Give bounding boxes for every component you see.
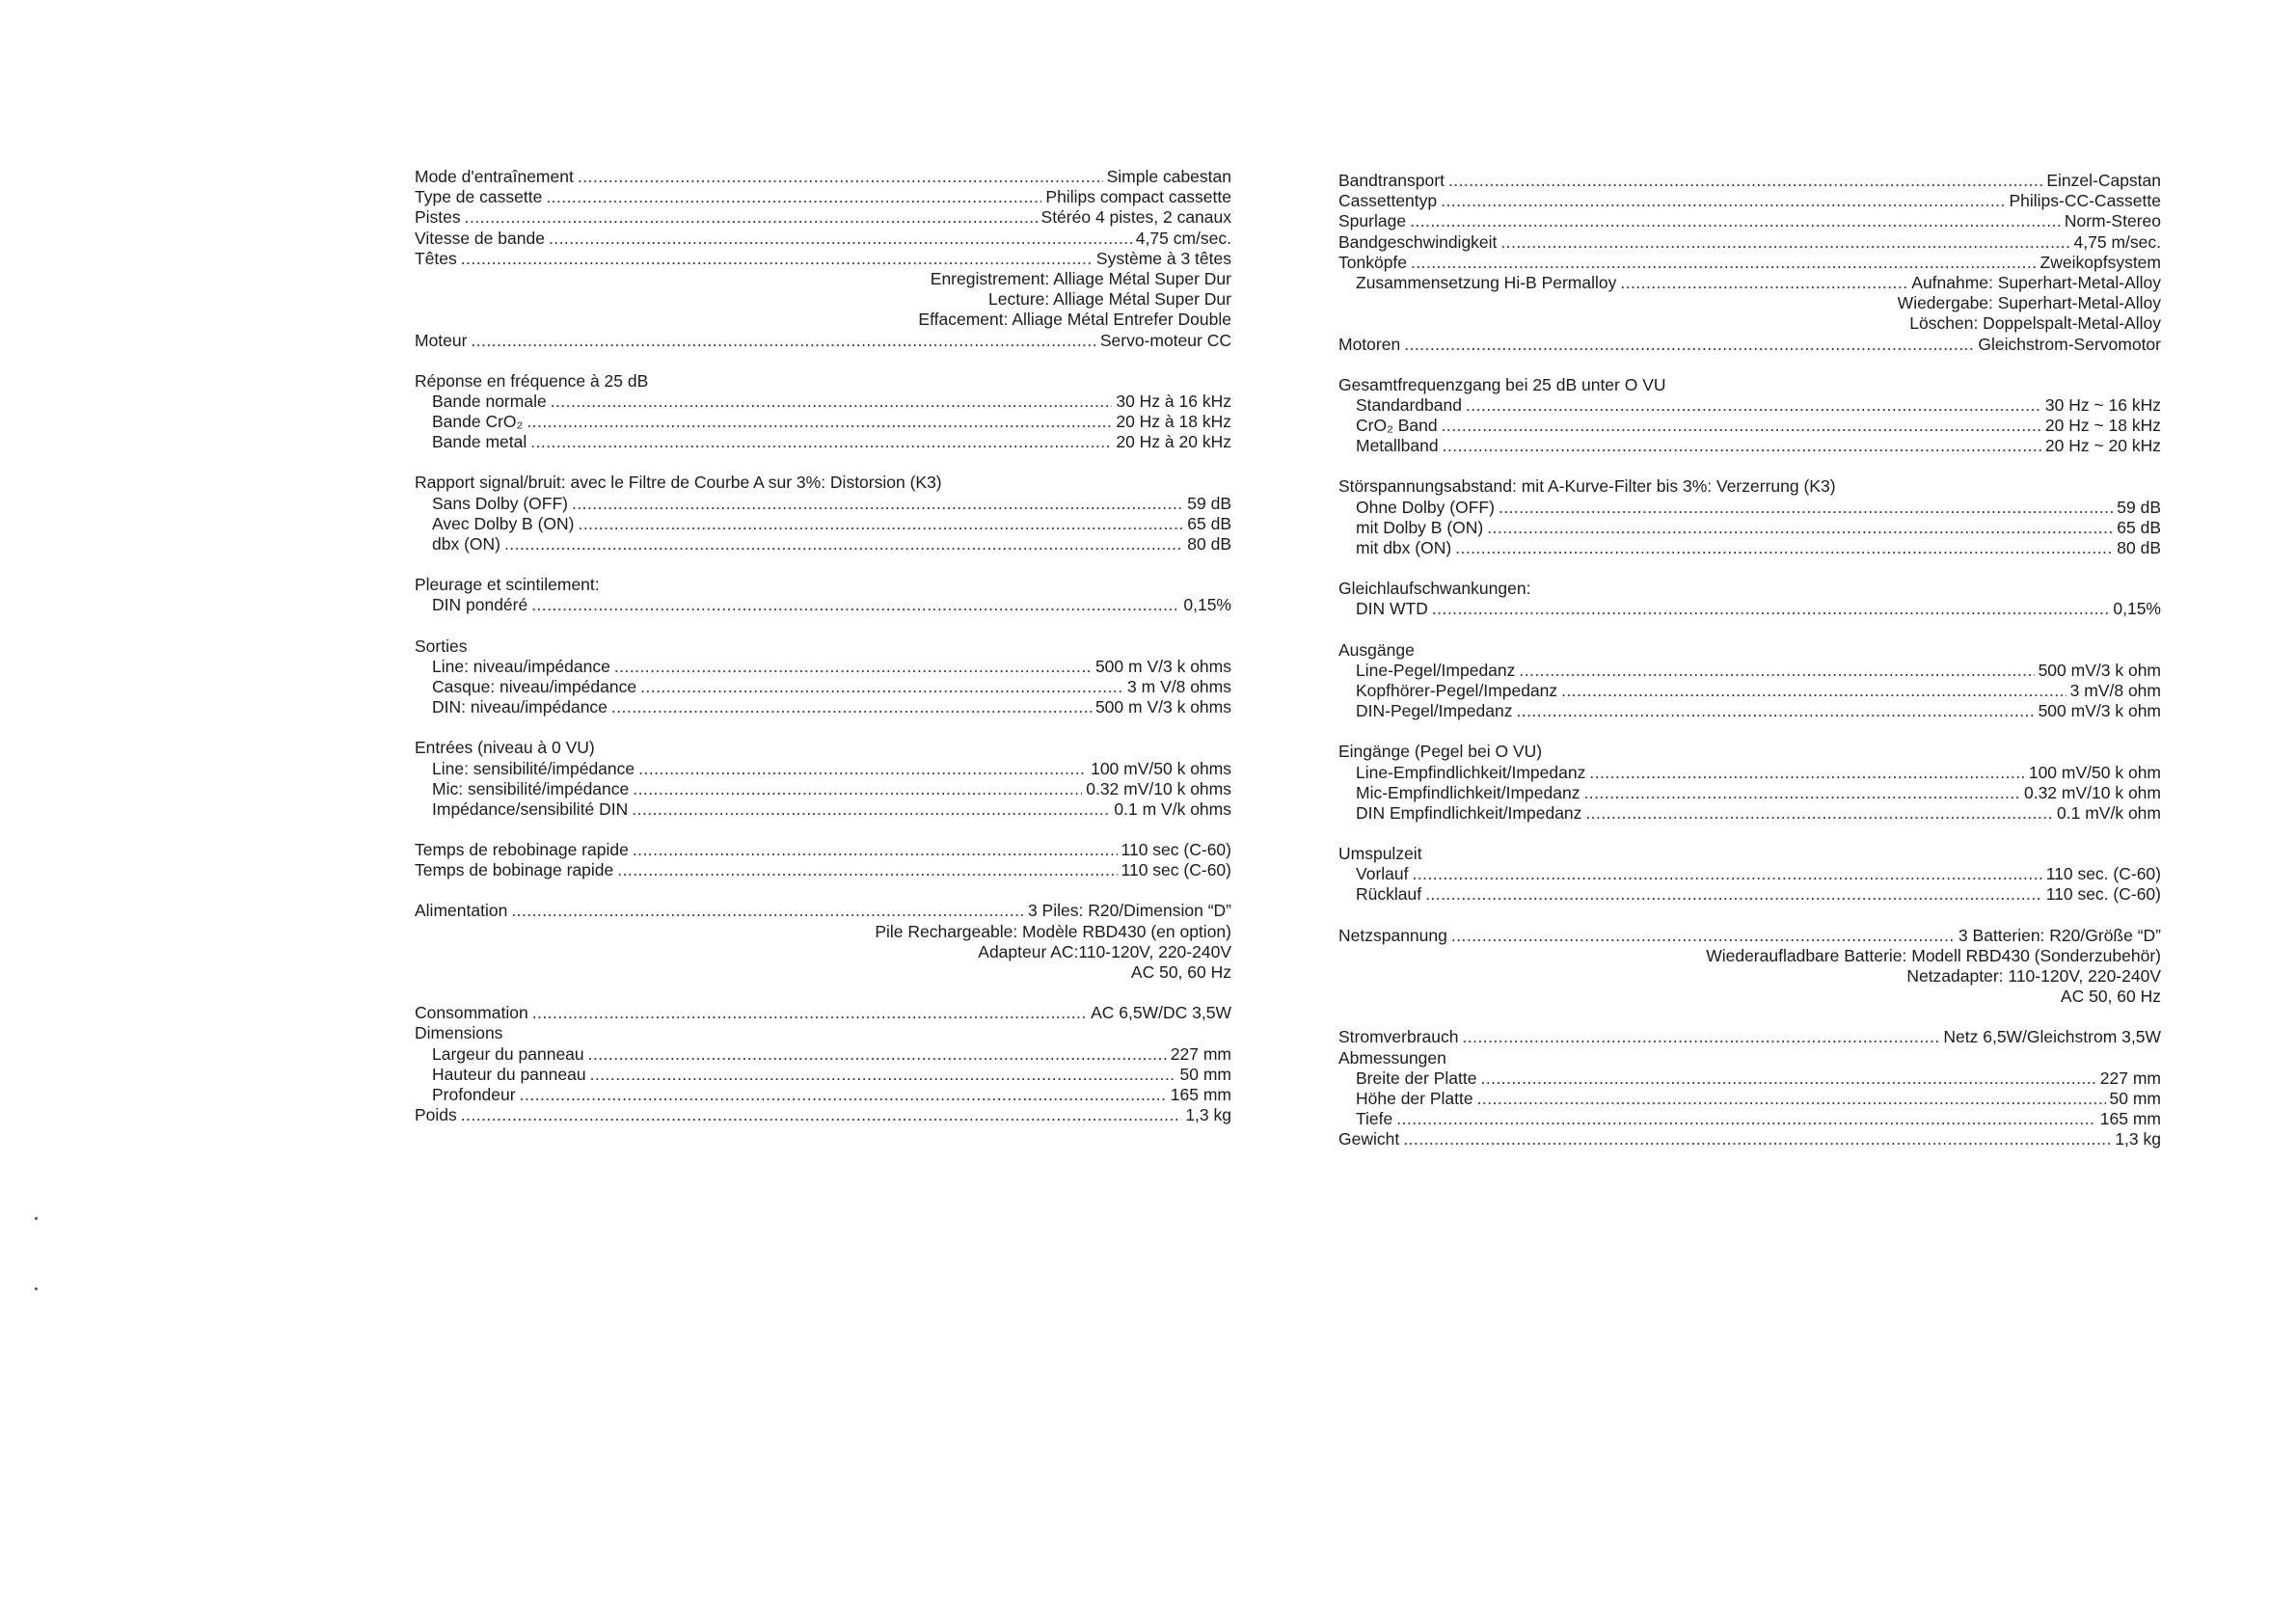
section-heading: Eingänge (Pegel bei O VU) [1338, 742, 1543, 762]
spec-row: Line-Pegel/Impedanz . . . 500 mV/3 k ohm [1338, 661, 2161, 681]
spec-row: Mode d'entraînement . . . Simple cabestan [415, 167, 1231, 187]
spec-row: Ohne Dolby (OFF) . . . 59 dB [1338, 498, 2161, 518]
dot-leader [1404, 335, 1974, 355]
spec-row: Line: niveau/impédance . . . 500 m V/3 k ohms [415, 657, 1231, 677]
spec-row: Höhe der Platte . . . 50 mm [1338, 1089, 2161, 1109]
dot-leader [1516, 701, 2034, 721]
spec-row: Bandgeschwindigkeit . . . 4,75 m/sec. [1338, 232, 2161, 253]
dot-leader [633, 840, 1118, 860]
spec-continuation: Enregistrement: Alliage Métal Super Dur [930, 268, 1231, 288]
spec-row: Line-Empfindlichkeit/Impedanz . . . 100 mV/50 k ohm [1338, 763, 2161, 783]
section-snr [1338, 476, 2161, 558]
dot-leader [531, 595, 1179, 615]
spec-row: Bandtransport . . . Einzel-Capstan [1338, 171, 2161, 191]
scan-speck [35, 1287, 38, 1290]
spec-row: DIN WTD . . . 0,15% [1338, 599, 2161, 619]
dot-leader [1585, 803, 2053, 824]
spec-row: Kopfhörer-Pegel/Impedanz . . . 3 mV/8 ohm [1338, 681, 2161, 701]
spec-row: Largeur du panneau . . . 227 mm [415, 1044, 1231, 1065]
dot-leader [1410, 211, 2061, 231]
dot-leader [461, 249, 1093, 269]
spec-row: Netzspannung . . . 3 Batterien: R20/Größe “D” [1338, 926, 2161, 946]
spec-row: DIN Empfindlichkeit/Impedanz . . . 0.1 mV/k ohm [1338, 803, 2161, 824]
section-heading: Pleurage et scintilement: [415, 575, 600, 595]
spec-row: Têtes . . . Système à 3 têtes [415, 249, 1231, 269]
spec-row: Line: sensibilité/impédance . . . 100 mV/50 k ohms [415, 759, 1231, 779]
dot-leader [549, 229, 1132, 249]
dot-leader [578, 167, 1103, 187]
spec-row: Standardband . . . 30 Hz ~ 16 kHz [1338, 395, 2161, 416]
dot-leader [530, 432, 1112, 452]
dot-leader [1589, 763, 2025, 783]
spec-continuation: AC 50, 60 Hz [2060, 987, 2161, 1007]
spec-row: Alimentation . . . 3 Piles: R20/Dimension “D” [415, 901, 1231, 921]
dot-leader [1561, 681, 2066, 701]
spec-row: Sans Dolby (OFF) . . . 59 dB [415, 494, 1231, 514]
dot-leader [572, 494, 1183, 514]
section-power [415, 901, 1231, 983]
scan-speck [35, 1217, 38, 1220]
spec-row: Gewicht . . . 1,3 kg [1338, 1129, 2161, 1150]
dot-leader [611, 697, 1092, 717]
spec-column-german [1338, 171, 2161, 1150]
spec-row: CrO₂ Band . . . 20 Hz ~ 18 kHz [1338, 416, 2161, 436]
dot-leader [1451, 926, 1955, 946]
section-winding [1338, 844, 2161, 906]
spec-continuation: Wiedergabe: Superhart-Metal-Alloy [1897, 293, 2161, 313]
dot-leader [551, 392, 1113, 412]
spec-row: Zusammensetzung Hi-B Permalloy . . . Aufnahme: Superhart-Metal-Alloy [1338, 273, 2161, 293]
section-heading: Dimensions [415, 1023, 503, 1043]
spec-row: Profondeur . . . 165 mm [415, 1085, 1231, 1105]
spec-row: Avec Dolby B (ON) . . . 65 dB [415, 514, 1231, 534]
section-heading: Gleichlaufschwankungen: [1338, 579, 1531, 599]
spec-row: Poids . . . 1,3 kg [415, 1105, 1231, 1125]
spec-row: Tonköpfe . . . Zweikopfsystem [1338, 253, 2161, 273]
dot-leader [461, 1105, 1182, 1125]
section-heading: Entrées (niveau à 0 VU) [415, 738, 595, 758]
section-consumption-dimensions [415, 1003, 1231, 1125]
section-heading: Gesamtfrequenzgang bei 25 dB unter O VU [1338, 374, 1666, 394]
section-inputs [415, 738, 1231, 820]
spec-row: Spurlage . . . Norm-Stereo [1338, 211, 2161, 231]
spec-row: Rücklauf . . . 110 sec. (C-60) [1338, 884, 2161, 905]
section-transport [1338, 171, 2161, 355]
dot-leader [1583, 783, 2020, 803]
spec-row: Moteur . . . Servo-moteur CC [415, 331, 1231, 351]
dot-leader [640, 677, 1123, 697]
dot-leader [1432, 599, 2110, 619]
spec-row: Casque: niveau/impédance . . . 3 m V/8 ohms [415, 677, 1231, 697]
spec-row: Mic: sensibilité/impédance . . . 0.32 mV/10 k ohms [415, 779, 1231, 799]
dot-leader [617, 860, 1117, 880]
dot-leader [1487, 518, 2113, 538]
spec-row: DIN: niveau/impédance . . . 500 m V/3 k ohms [415, 697, 1231, 717]
dot-leader [579, 514, 1184, 534]
dot-leader [1403, 1129, 2111, 1150]
dot-leader [590, 1065, 1176, 1085]
section-winding [415, 840, 1231, 880]
dot-leader [614, 657, 1092, 677]
dot-leader [532, 1003, 1087, 1023]
spec-row: Breite der Platte . . . 227 mm [1338, 1068, 2161, 1089]
spec-continuation: Pile Rechargeable: Modèle RBD430 (en option) [875, 921, 1231, 941]
spec-column-french [415, 167, 1231, 1125]
dot-leader [1480, 1068, 2095, 1089]
section-wow-flutter [415, 575, 1231, 615]
spec-row: Consommation . . . AC 6,5W/DC 3,5W [415, 1003, 1231, 1023]
spec-row: Vitesse de bande . . . 4,75 cm/sec. [415, 229, 1231, 249]
section-outputs [1338, 640, 2161, 722]
dot-leader [1411, 253, 2037, 273]
spec-row: Bande metal . . . 20 Hz à 20 kHz [415, 432, 1231, 452]
dot-leader [1620, 273, 1907, 293]
section-frequency [1338, 375, 2161, 457]
spec-continuation: Lecture: Alliage Métal Super Dur [988, 289, 1231, 310]
dot-leader [1455, 538, 2113, 558]
spec-row: Tiefe . . . 165 mm [1338, 1109, 2161, 1129]
section-inputs [1338, 742, 2161, 824]
section-transport [415, 167, 1231, 351]
dot-leader [1443, 436, 2041, 456]
spec-row: Metallband . . . 20 Hz ~ 20 kHz [1338, 436, 2161, 456]
dot-leader [527, 412, 1112, 432]
dot-leader [1500, 232, 2069, 253]
section-heading: Störspannungsabstand: mit A-Kurve-Filter bis 3%: Verzerrung (K3) [1338, 476, 1836, 497]
dot-leader [1441, 191, 2005, 211]
dot-leader [1442, 416, 2041, 436]
dot-leader [1396, 1109, 2096, 1129]
dot-leader [632, 799, 1110, 820]
spec-continuation: Adapteur AC:110-120V, 220-240V [978, 941, 1231, 961]
dot-leader [1477, 1089, 2106, 1109]
section-heading: Abmessungen [1338, 1047, 1446, 1068]
spec-row: Cassettentyp . . . Philips-CC-Cassette [1338, 191, 2161, 211]
spec-row: DIN pondéré . . . 0,15% [415, 595, 1231, 615]
dot-leader [546, 187, 1041, 207]
dot-leader [1499, 498, 2113, 518]
section-heading: Réponse en fréquence à 25 dB [415, 370, 649, 391]
dot-leader [520, 1085, 1167, 1105]
spec-row: Hauteur du panneau . . . 50 mm [415, 1065, 1231, 1085]
spec-row: Impédance/sensibilité DIN . . . 0.1 m V/k ohms [415, 799, 1231, 820]
section-consumption-dimensions [1338, 1027, 2161, 1150]
spec-row: Mic-Empfindlichkeit/Impedanz . . . 0.32 mV/10 k ohm [1338, 783, 2161, 803]
spec-row: Vorlauf . . . 110 sec. (C-60) [1338, 864, 2161, 884]
dot-leader [638, 759, 1087, 779]
section-heading: Sorties [415, 636, 468, 656]
section-outputs [415, 636, 1231, 718]
dot-leader [1425, 884, 2042, 905]
dot-leader [1466, 395, 2041, 416]
section-heading: Ausgänge [1338, 639, 1415, 660]
dot-leader [511, 901, 1024, 921]
spec-row: Bande CrO₂ . . . 20 Hz à 18 kHz [415, 412, 1231, 432]
dot-leader [471, 331, 1095, 351]
section-heading: Umspulzeit [1338, 844, 1422, 864]
dot-leader [588, 1044, 1167, 1065]
spec-continuation: Effacement: Alliage Métal Entrefer Double [918, 310, 1231, 330]
spec-row: Pistes . . . Stéréo 4 pistes, 2 canaux [415, 207, 1231, 228]
spec-row: Motoren . . . Gleichstrom-Servomotor [1338, 335, 2161, 355]
spec-continuation: AC 50, 60 Hz [1130, 962, 1231, 982]
dot-leader [1463, 1027, 1940, 1047]
section-heading: Rapport signal/bruit: avec le Filtre de Courbe A sur 3%: Distorsion (K3) [415, 473, 942, 493]
spec-row: Type de cassette . . . Philips compact cassette [415, 187, 1231, 207]
spec-row: mit dbx (ON) . . . 80 dB [1338, 538, 2161, 558]
spec-row: Temps de rebobinage rapide . . . 110 sec (C-60) [415, 840, 1231, 860]
spec-row: DIN-Pegel/Impedanz . . . 500 mV/3 k ohm [1338, 701, 2161, 721]
dot-leader [633, 779, 1082, 799]
spec-row: mit Dolby B (ON) . . . 65 dB [1338, 518, 2161, 538]
spec-row: Stromverbrauch . . . Netz 6,5W/Gleichstrom 3,5W [1338, 1027, 2161, 1047]
spec-row: Bande normale . . . 30 Hz à 16 kHz [415, 392, 1231, 412]
section-snr [415, 473, 1231, 555]
section-power [1338, 926, 2161, 1008]
section-frequency [415, 371, 1231, 453]
spec-row: dbx (ON) . . . 80 dB [415, 534, 1231, 555]
section-wow-flutter [1338, 579, 2161, 619]
dot-leader [504, 534, 1183, 555]
dot-leader [465, 207, 1038, 228]
spec-continuation: Wiederaufladbare Batterie: Modell RBD430 (Sonderzubehör) [1706, 945, 2161, 965]
dot-leader [1448, 171, 2042, 191]
dot-leader [1519, 661, 2034, 681]
spec-continuation: Löschen: Doppelspalt-Metal-Alloy [1909, 313, 2161, 334]
spec-continuation: Netzadapter: 110-120V, 220-240V [1906, 966, 2161, 986]
spec-row: Temps de bobinage rapide . . . 110 sec (C-60) [415, 860, 1231, 880]
dot-leader [1412, 864, 2041, 884]
